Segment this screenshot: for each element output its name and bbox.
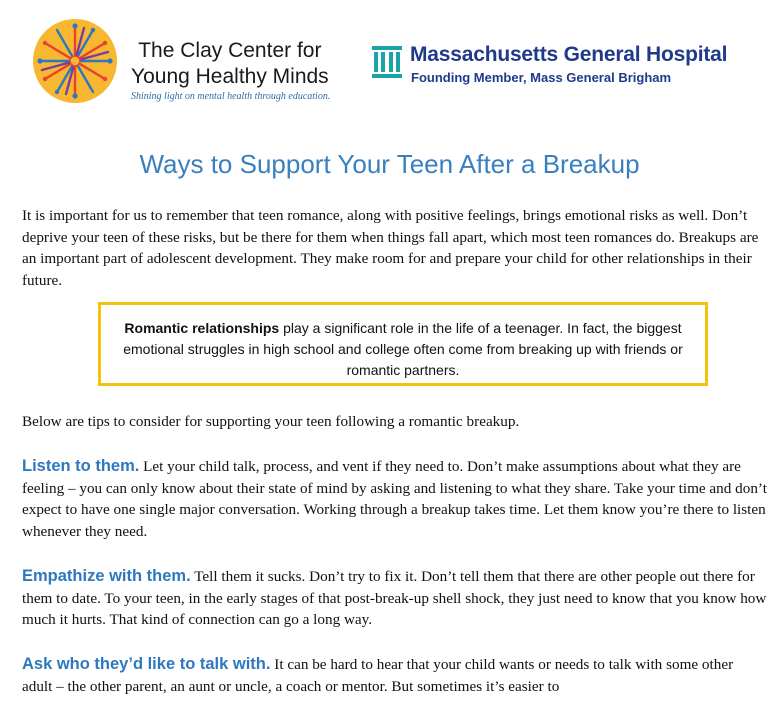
clay-tagline: Shining light on mental health through education. — [131, 91, 331, 102]
tip-body: It can be hard to hear that your child wants or needs to talk with some other adult – the other parent, an aunt or uncle, a coach or mentor. But sometimes it’s easier to — [22, 656, 734, 695]
clay-name-line1: The Clay Center for — [138, 39, 322, 62]
building-columns-icon — [372, 46, 402, 78]
mgh-subtitle: Founding Member, Mass General Brigham — [411, 70, 672, 85]
callout-box — [98, 302, 708, 386]
tip-heading: Listen to them. — [22, 457, 140, 475]
page-title: Ways to Support Your Teen After a Breakup — [139, 149, 640, 179]
tip-body: Let your child talk, process, and vent if they need to. Don’t make assumptions about what they are feeling – you can only know about their state of mind by asking and listening to what they share. Take your time and don’t expect to have one single major conversation. Working through a breakup takes time. Let them know you’re there to listen whenever they need. — [22, 458, 767, 540]
callout-text: play a significant role in the life of a teenager. In fact, the biggest emotional struggles in high school and college often come from breaking up with friends or romantic partners. — [123, 320, 683, 378]
tip-heading: Empathize with them. — [22, 567, 191, 585]
tip-listen — [22, 456, 767, 542]
intro-paragraph: It is important for us to remember that teen romance, along with positive feelings, brings emotional risks as well. Don’t deprive your teen of these risks, but be there for them when things fall apart, which most teen romances do. Breakups are an important part of adolescent development. They make room for and prepare your child for other relationships in their future. — [22, 207, 759, 289]
mgh-name: Massachusetts General Hospital — [410, 43, 728, 66]
sunburst-logo-icon — [32, 18, 118, 104]
tip-ask — [22, 654, 767, 697]
lead-in-paragraph: Below are tips to consider for supporting your teen following a romantic breakup. — [22, 413, 520, 430]
page-header — [0, 0, 779, 130]
tip-heading: Ask who they’d like to talk with. — [22, 655, 271, 673]
callout-bold: Romantic relationships — [124, 320, 280, 336]
tip-empathize — [22, 566, 767, 631]
clay-center-name — [131, 38, 329, 90]
tip-body: Tell them it sucks. Don’t try to fix it. Don’t tell them that there are other people out there for them to date. To your teen, in the early stages of that post-break-up shell shock, they just need to know that you know how much it hurts. That kind of connection can go a long way. — [22, 568, 767, 629]
clay-name-line2: Young Healthy Minds — [131, 65, 329, 88]
